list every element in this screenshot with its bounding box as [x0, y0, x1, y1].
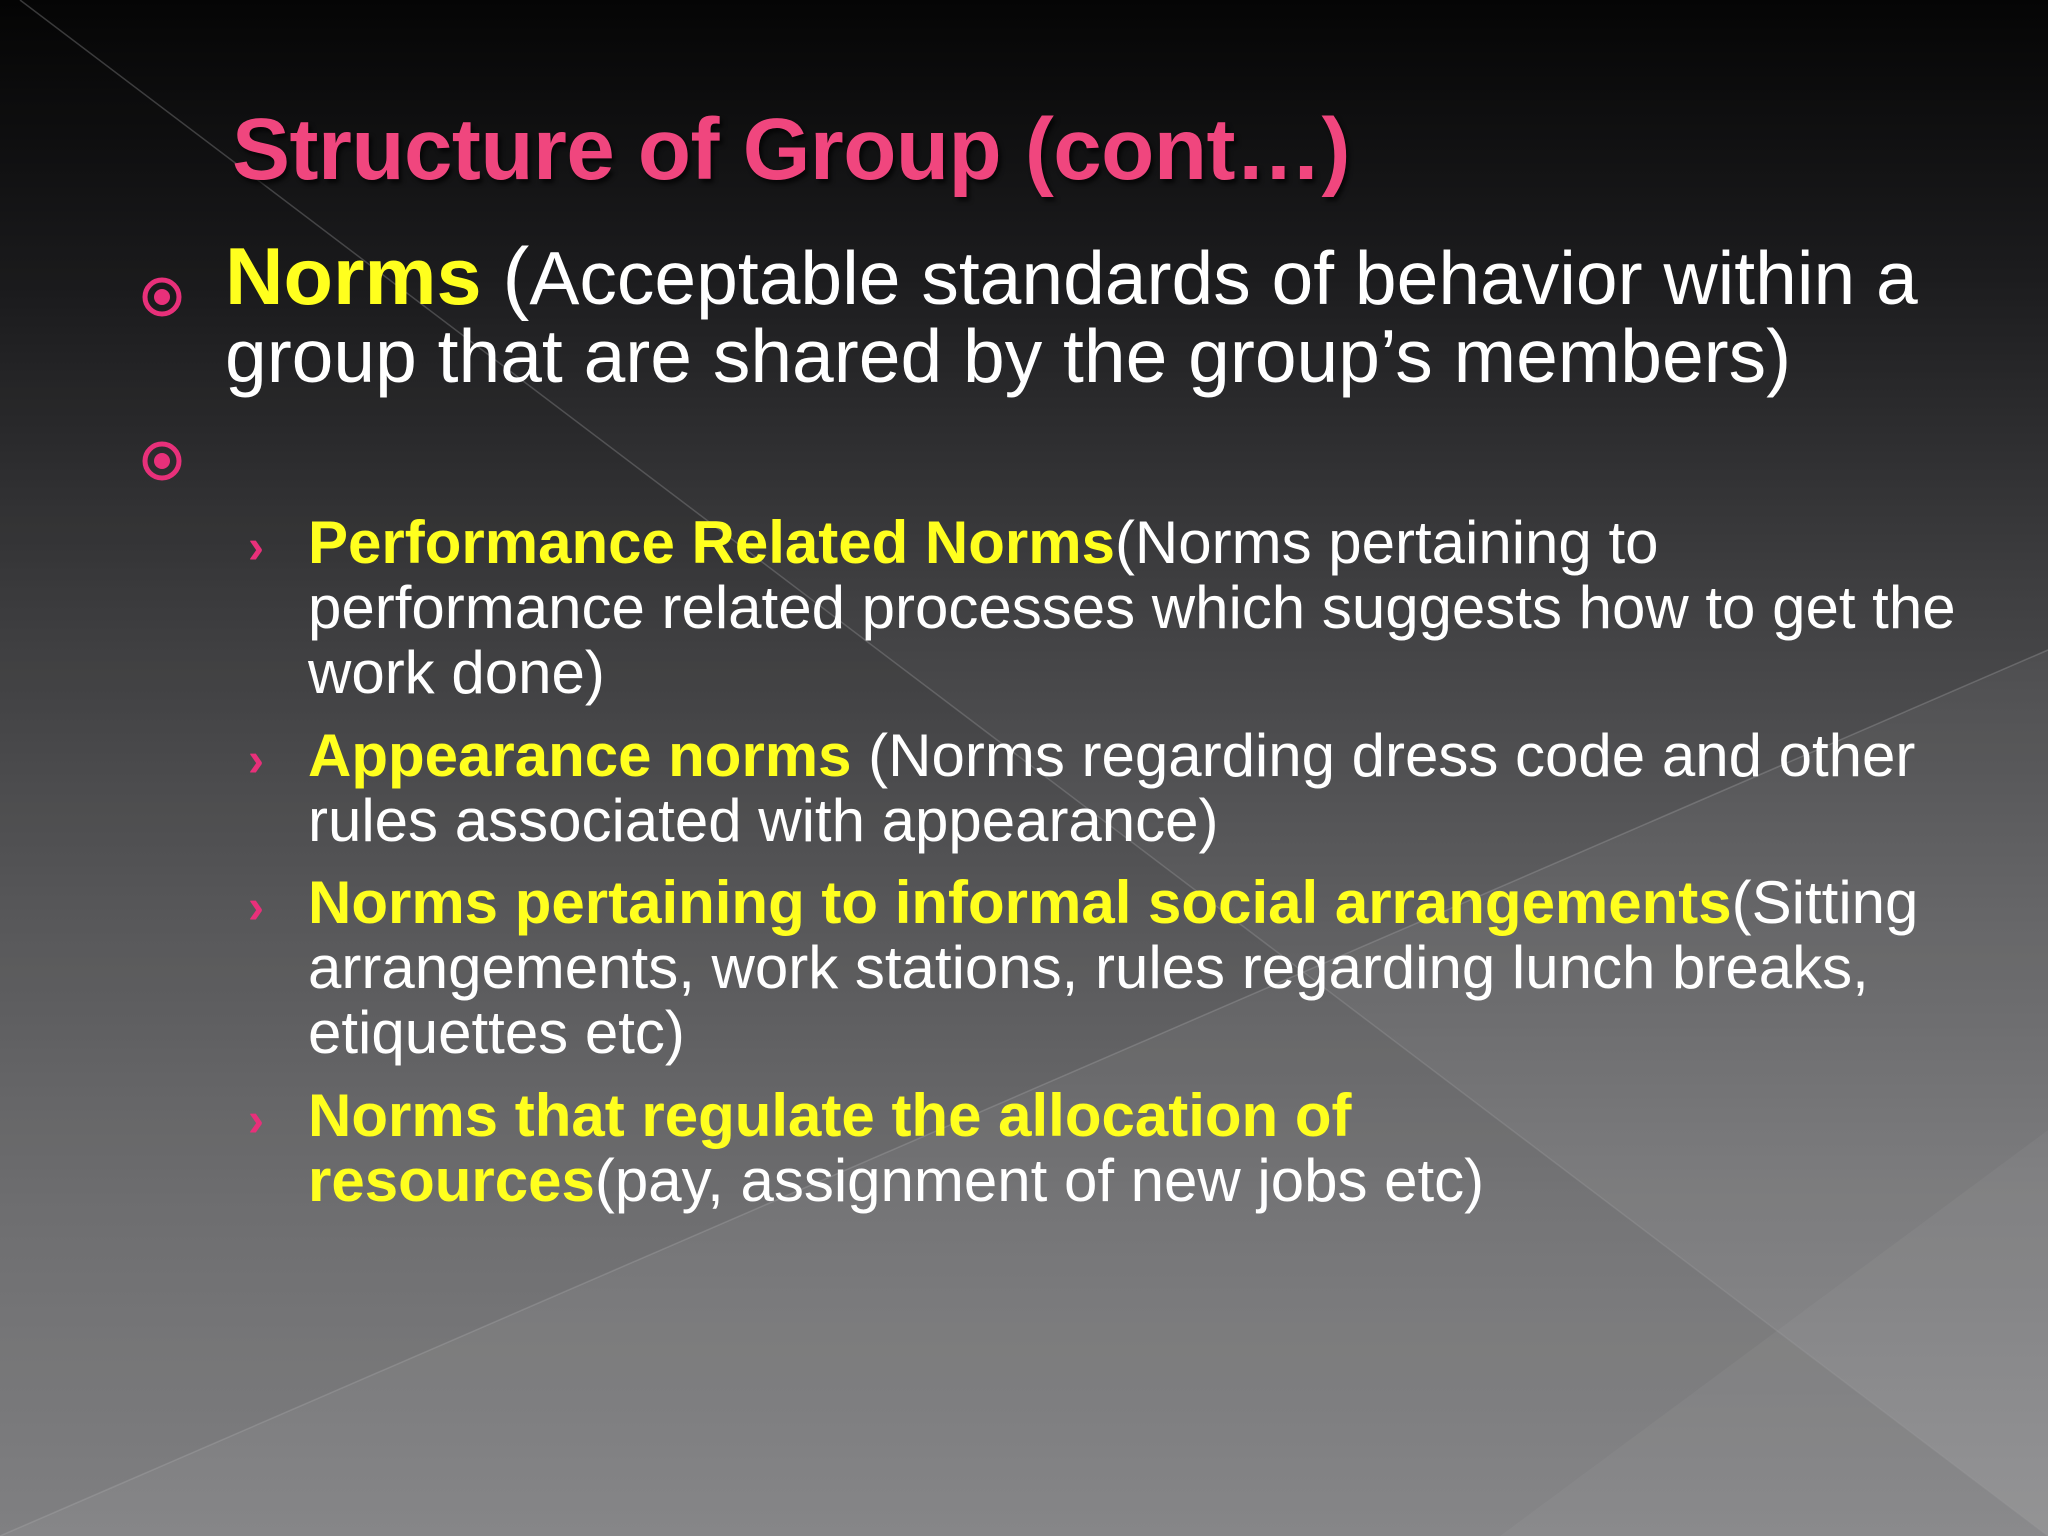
chevron-right-icon: ›: [248, 881, 264, 934]
circled-dot-icon: [141, 276, 183, 318]
sub-item-text: [308, 870, 2008, 1065]
chevron-right-icon: ›: [248, 734, 264, 787]
bullet-norms-open-paren: (: [502, 232, 530, 322]
sub-item-keyword: Performance Related Norms: [308, 509, 1115, 576]
sub-item-keyword: Norms pertaining to informal social arrangements: [308, 869, 1732, 936]
chevron-right-icon: ›: [248, 1094, 264, 1147]
bullet-norms: [225, 232, 1985, 398]
bullet-norms-keyword: Norms: [225, 232, 482, 322]
sub-item-keyword: Norms that regulate the allocation of resources: [308, 1082, 1352, 1214]
sub-item-description: (pay, assignment of new jobs etc): [594, 1147, 1485, 1214]
sub-item-text: [308, 1083, 1708, 1213]
chevron-right-icon: ›: [248, 521, 264, 574]
sub-item-description: (Norms pertaining to performance related processes which suggests how to get the work done): [308, 509, 1956, 706]
sub-item-description: (Sitting arrangements, work stations, rules regarding lunch breaks, etiquettes etc): [308, 869, 1919, 1066]
sub-item-description: (Norms regarding dress code and other rules associated with appearance): [308, 722, 1916, 854]
sub-item-keyword: Appearance norms: [308, 722, 852, 789]
bullet-norms-text: Acceptable standards of behavior within a group that are shared by the group’s members): [225, 236, 1918, 398]
sub-item-text: [308, 723, 2008, 853]
slide-title: Structure of Group (cont…): [232, 101, 1350, 198]
circled-dot-icon: [141, 440, 183, 482]
sub-item-text: [308, 510, 2008, 705]
